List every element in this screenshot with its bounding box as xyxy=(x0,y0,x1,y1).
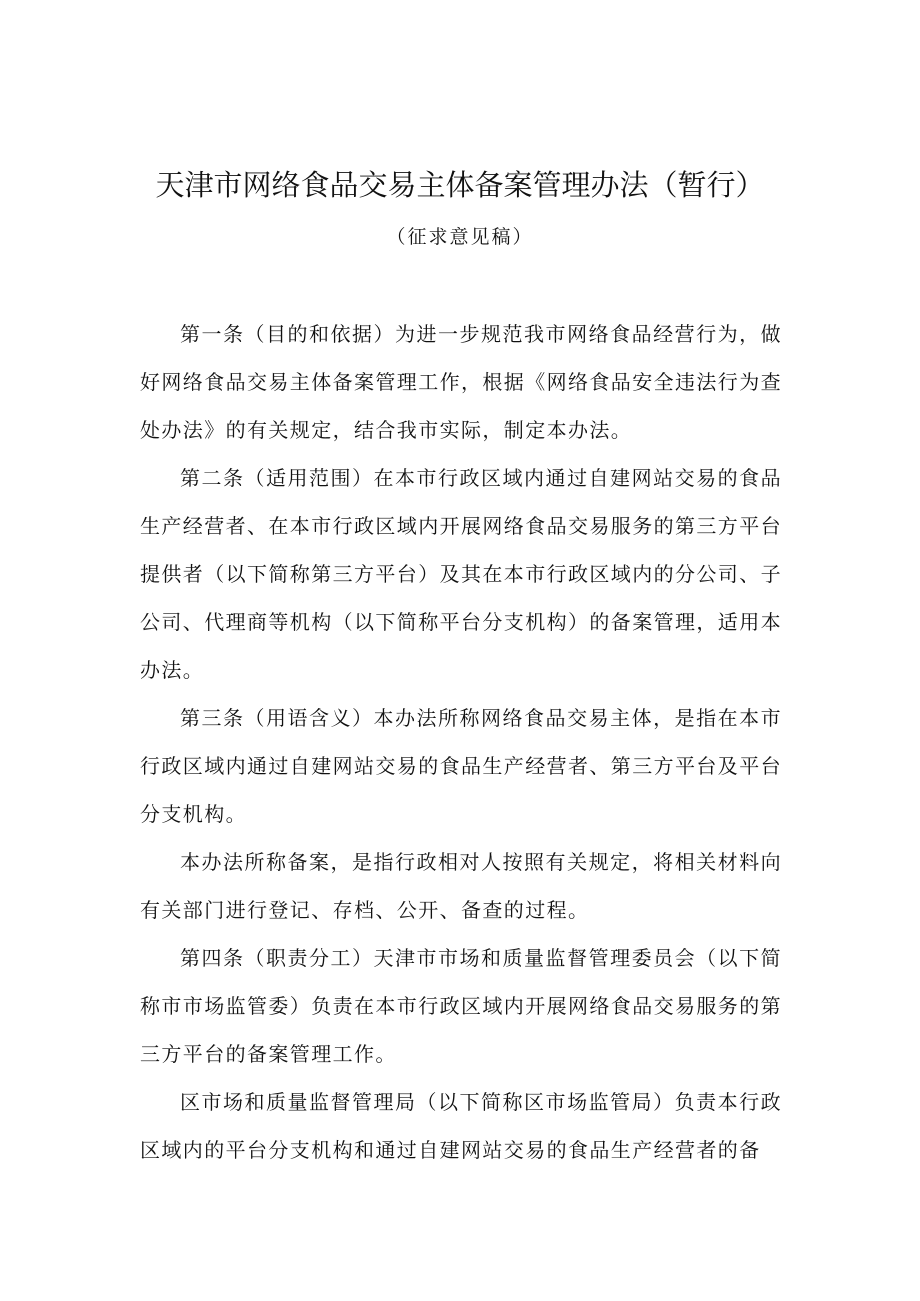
article-3-filing-definition-paragraph: 本办法所称备案，是指行政相对人按照有关规定，将相关材料向有关部门进行登记、存档、公开、备查的过程。 xyxy=(140,850,782,922)
article-4-paragraph: 第四条（职责分工）天津市市场和质量监督管理委员会（以下简称市市场监管委）负责在本市行政区域内开展网络食品交易服务的第三方平台的备案管理工作。 xyxy=(140,946,782,1066)
article-3-paragraph: 第三条（用语含义）本办法所称网络食品交易主体，是指在本市行政区域内通过自建网站交易的食品生产经营者、第三方平台及平台分支机构。 xyxy=(140,706,782,826)
document-body xyxy=(140,310,782,1174)
article-1-paragraph: 第一条（目的和依据）为进一步规范我市网络食品经营行为，做好网络食品交易主体备案管理工作，根据《网络食品安全违法行为查处办法》的有关规定，结合我市实际，制定本办法。 xyxy=(140,322,782,442)
article-4-district-duties-paragraph: 区市场和质量监督管理局（以下简称区市场监管局）负责本行政区域内的平台分支机构和通过自建网站交易的食品生产经营者的备 xyxy=(140,1090,782,1162)
article-2-paragraph: 第二条（适用范围）在本市行政区域内通过自建网站交易的食品生产经营者、在本市行政区域内开展网络食品交易服务的第三方平台提供者（以下简称第三方平台）及其在本市行政区域内的分公司、子公司、代理商等机构（以下简称平台分支机构）的备案管理，适用本办法。 xyxy=(140,466,782,682)
document-subtitle: （征求意见稿） xyxy=(386,226,534,248)
document-title: 天津市网络食品交易主体备案管理办法（暂行） xyxy=(155,168,765,202)
